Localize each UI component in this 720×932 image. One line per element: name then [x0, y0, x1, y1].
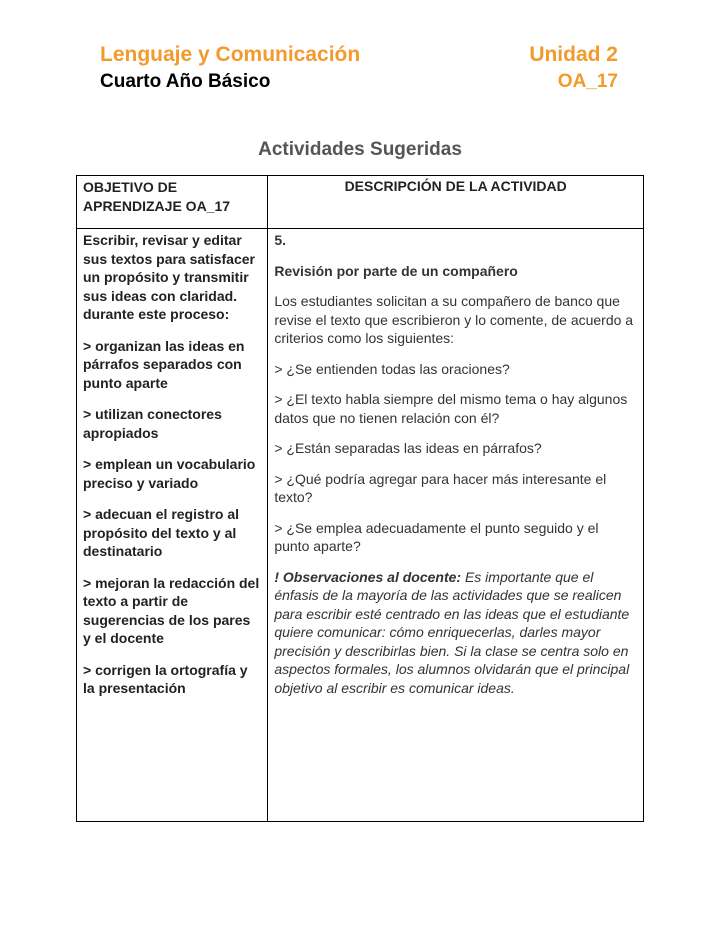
- criteria-item: > ¿Se emplea adecuadamente el punto seguido y el punto aparte?: [274, 519, 599, 554]
- unit-label: Unidad 2: [529, 43, 618, 66]
- activity-title: Revisión por parte de un compañero: [274, 262, 518, 279]
- activity-table: [76, 175, 644, 822]
- description-cell: [268, 229, 644, 822]
- grade-level: Cuarto Año Básico: [100, 71, 271, 92]
- objective-item: > mejoran la redacción del texto a partir de sugerencias de los pares y el docente: [83, 574, 260, 646]
- objective-item: > emplean un vocabulario preciso y variado: [83, 456, 256, 491]
- subject-title: Lenguaje y Comunicación: [100, 43, 361, 66]
- criteria-item: > ¿El texto habla siempre del mismo tema o hay algunos datos que no tienen relación con él?: [274, 391, 628, 426]
- criteria-item: > ¿Están separadas las ideas en párrafos?: [274, 440, 542, 456]
- criteria-item: > ¿Se entienden todas las oraciones?: [274, 360, 510, 377]
- objective-item: > organizan las ideas en párrafos separados con punto aparte: [83, 337, 245, 391]
- table-header-row: [77, 176, 644, 229]
- objective-item: > utilizan conectores apropiados: [83, 406, 222, 441]
- objective-cell: [77, 229, 268, 822]
- objective-header: OBJETIVO DE APRENDIZAJE OA_17: [77, 176, 268, 229]
- objective-item: > adecuan el registro al propósito del texto y al destinatario: [83, 506, 240, 559]
- criteria-item: > ¿Qué podría agregar para hacer más interesante el texto?: [274, 470, 607, 505]
- activity-intro: Los estudiantes solicitan a su compañero de banco que revise el texto que escribieron y lo comente, de acuerdo a criterios como los siguientes:: [274, 293, 634, 346]
- oa-code: OA_17: [557, 71, 618, 92]
- observation-label: ! Observaciones al docente:: [274, 568, 462, 585]
- activity-number: 5.: [274, 232, 287, 248]
- page-header: [100, 43, 618, 93]
- description-header: DESCRIPCIÓN DE LA ACTIVIDAD: [268, 176, 644, 229]
- objective-item: > corrigen la ortografía y la presentación: [83, 661, 248, 696]
- section-title: Actividades Sugeridas: [258, 139, 462, 160]
- objective-intro: Escribir, revisar y editar sus textos para satisfacer un propósito y transmitir sus ideas con claridad. durante este proceso:: [83, 232, 255, 322]
- observation-text: Es importante que el énfasis de la mayoría de las actividades que se realicen para escribir esté centrado en las ideas que el estudiante quiere comunicar: cómo enriquecerlas, darles mayor precisión y describirlas bien. Si la clase se centra solo en aspectos formales, los alumnos olvidarán que el principal objetivo al escribir es comunicar ideas.: [274, 568, 630, 696]
- table-body-row: [77, 229, 644, 822]
- teacher-observation: [274, 568, 637, 698]
